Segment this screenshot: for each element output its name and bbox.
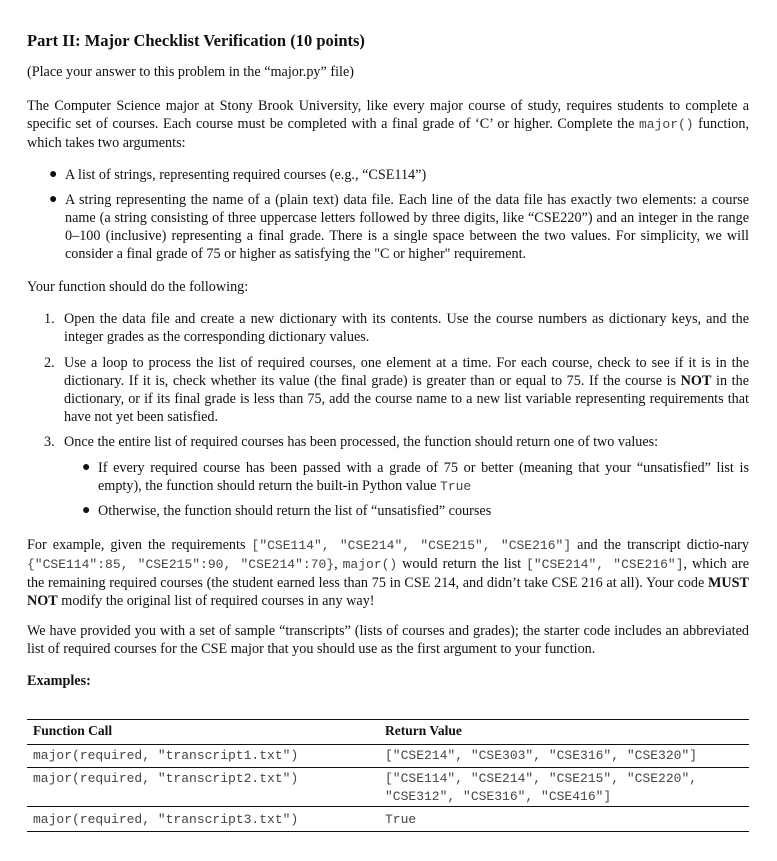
emphasis-not: NOT <box>680 373 712 389</box>
return-value-cell: True <box>385 812 417 827</box>
step-number: 3. <box>44 434 55 450</box>
step-item <box>44 310 749 346</box>
inline-code-result: ["CSE214", "CSE216"] <box>526 557 684 572</box>
bullet-icon: ● <box>82 503 91 518</box>
arg-list-item <box>49 191 749 263</box>
return-value-cell: ["CSE214", "CSE303", "CSE316", "CSE320"] <box>385 748 698 763</box>
arg-list-item <box>49 166 749 184</box>
example-text: and the transcript dictio-nary <box>571 537 749 553</box>
example-text: , which are the remaining required courses (the student earned less than 75 in CSE 214, and didn’t take CSE 216 at all). Your code <box>27 556 750 591</box>
inline-code-requirements: ["CSE114", "CSE214", "CSE215", "CSE216"] <box>251 538 572 553</box>
function-call-cell: major(required, "transcript2.txt") <box>33 771 299 786</box>
inline-code-transcript: {"CSE114":85, "CSE215":90, "CSE214":70} <box>27 557 335 572</box>
table-header-row <box>27 719 749 744</box>
example-paragraph <box>27 536 749 610</box>
step-text <box>64 354 749 426</box>
column-header-return: Return Value <box>385 723 462 738</box>
function-call-cell: major(required, "transcript1.txt") <box>33 748 299 763</box>
step-item <box>44 354 749 426</box>
table-row <box>27 744 749 767</box>
placement-note: (Place your answer to this problem in the “major.py” file) <box>27 64 355 80</box>
table-row-rule <box>27 806 749 807</box>
sub-item-text <box>98 459 749 496</box>
examples-heading: Examples: <box>27 673 91 689</box>
table-row <box>27 767 749 808</box>
bullet-icon: ● <box>82 460 91 475</box>
arg-text: A list of strings, representing required courses (e.g., “CSE114”) <box>65 167 427 183</box>
provided-paragraph: We have provided you with a set of sample “transcripts” (lists of courses and grades); the starter code includes an abbreviated list of required courses for the CSE major that you should use as the first argument to your function. <box>27 623 749 657</box>
step-number: 1. <box>44 311 55 327</box>
sub-item-text: Otherwise, the function should return the list of “unsatisfied” courses <box>98 503 492 519</box>
emphasis-must-not: MUST NOT <box>27 575 749 609</box>
intro-paragraph <box>27 97 749 152</box>
intro-text: The Computer Science major at Stony Brook University, like every major course of study, requires students to complete a specific set of courses. Each course must be completed with a final grade of ‘C’ or higher. Complete the <box>27 98 749 132</box>
arg-text: A string representing the name of a (plain text) data file. Each line of the data file has exactly two elements: a course name (a string consisting of three uppercase letters followed by three digits, like “CSE220”) and an integer in the range 0–100 (inclusive) representing a final grade. There is a single space between the two values. For simplicity, we will consider a final grade of 75 or higher as satisfying the "C or higher" requirement. <box>65 192 749 262</box>
column-header-call: Function Call <box>33 723 113 738</box>
function-call-cell: major(required, "transcript3.txt") <box>33 812 299 827</box>
step-text: Open the data file and create a new dictionary with its contents. Use the course numbers as dictionary keys, and the integer grades as the corresponding dictionary values. <box>64 311 749 345</box>
section-title: Part II: Major Checklist Verification (10 points) <box>27 31 365 50</box>
step-text: Once the entire list of required courses has been processed, the function should return one of two values: <box>64 434 659 450</box>
bullet-icon: ● <box>49 167 58 182</box>
sub-list-item <box>82 502 749 520</box>
examples-table <box>27 719 749 834</box>
step-number: 2. <box>44 355 55 371</box>
bullet-icon: ● <box>49 192 58 207</box>
step-item <box>44 433 749 451</box>
example-text: , <box>334 556 343 572</box>
step-text-part: Use a loop to process the list of required courses, one element at a time. For each course, check to see if it is in the dictionary. If it is, check whether its value (the final grade) is greater than or equal to 75. If the course is <box>64 355 749 389</box>
inline-code-true: True <box>440 479 472 494</box>
intro-text-end: function, which takes two arguments: <box>27 116 750 151</box>
table-header-rule <box>27 744 749 745</box>
example-text: For example, given the requirements <box>27 537 252 553</box>
sub-item-text-part: If every required course has been passed with a grade of 75 or better (meaning that your “unsatisfied” list is empty), the function should return the built-in Python value <box>98 460 749 494</box>
table-row-rule <box>27 767 749 768</box>
inline-code-major: major() <box>639 117 694 132</box>
example-text: would return the list <box>397 556 527 572</box>
example-text: modify the original list of required courses in any way! <box>57 593 375 609</box>
sub-list-item <box>82 459 749 496</box>
step-text-part: in the dictionary, or if its final grade is less than 75, add the course name to a new list variable representing requirements that have not yet been satisfied. <box>64 373 749 425</box>
table-bottom-rule <box>27 831 749 832</box>
inline-code-major: major() <box>342 557 398 572</box>
steps-intro: Your function should do the following: <box>27 279 249 295</box>
return-value-cell: ["CSE114", "CSE214", "CSE215", "CSE220", "CSE312", "CSE316", "CSE416"] <box>385 771 698 804</box>
